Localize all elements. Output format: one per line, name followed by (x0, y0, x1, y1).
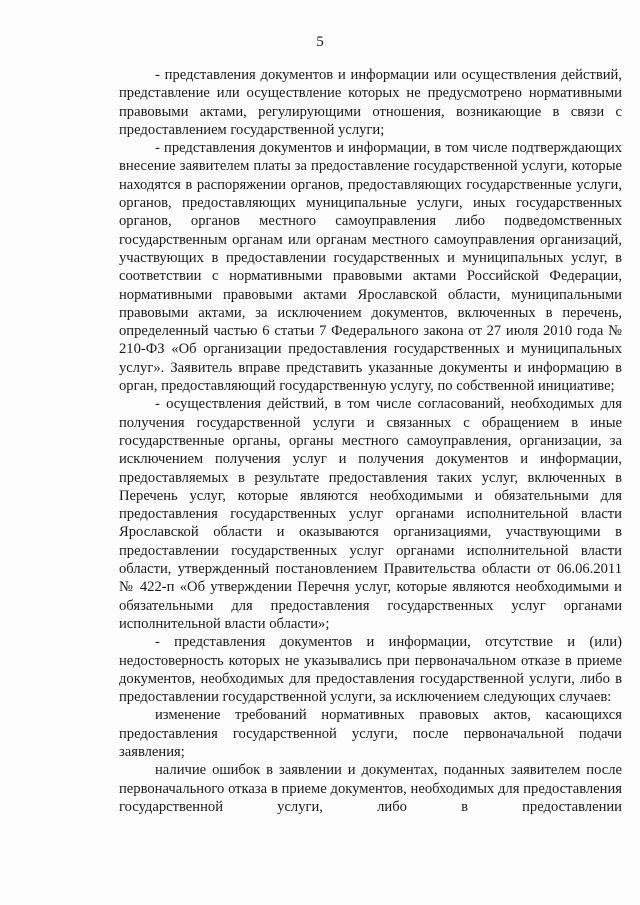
paragraph-3: - осуществления действий, в том числе согласований, необходимых для получения государственной услуги и связанных с обращением в иные государственные органы, органы местного самоуправления, организации, за исключением получения услуг и получения документов и информации, предоставляемых в результате предоставления таких услуг, включенных в Перечень услуг, которые являются необходимыми и обязательными для предоставления государственных услуг органами исполнительной власти Ярославской области и оказываются организациями, участвующими в предоставлении государственных услуг органами исполнительной власти области, утвержденный постановлением Правительства области от 06.06.2011 № 422-п «Об утверждении Перечня услуг, которые являются необходимыми и обязательными для предоставления государственных услуг органами исполнительной власти области»; (119, 396, 622, 632)
paragraph-4: - представления документов и информации, отсутствие и (или) недостоверность которых не указывались при первоначальном отказе в приеме документов, необходимых для предоставления государственной услуги, либо в предоставлении государственной услуги, за исключением следующих случаев: (119, 634, 622, 706)
paragraph-2: - представления документов и информации, в том числе подтверждающих внесение заявителем платы за предоставление государственной услуги, которые находятся в распоряжении органов, предоставляющих государственные услуги, органов, предоставляющих муниципальные услуги, иных государственных органов, органов местного самоуправления либо подведомственных государственным органам или органам местного самоуправления организаций, участвующих в предоставлении государственных и муниципальных услуг, в соответствии с нормативными правовыми актами Российской Федерации, нормативными правовыми актами Ярославской области, муниципальными правовыми актами, за исключением документов, включенных в перечень, определенный частью 6 статьи 7 Федерального закона от 27 июля 2010 года № 210-ФЗ «Об организации предоставления государственных и муниципальных услуг». Заявитель вправе представить указанные документы и информацию в орган, предоставляющий государственную услугу, по собственной инициативе; (119, 140, 622, 395)
paragraph-1: - представления документов и информации или осуществления действий, представление или осуществление которых не предусмотрено нормативными правовыми актами, регулирующими отношения, возникающие в связи с предоставлением государственной услуги; (119, 67, 622, 138)
paragraph-6: наличие ошибок в заявлении и документах, поданных заявителем после первоначального отказа в приеме документов, необходимых для предоставления государственной услуги, либо в предоставлении (119, 762, 622, 815)
document-body (119, 66, 622, 816)
page-number: 5 (316, 34, 324, 50)
paragraph-5: изменение требований нормативных правовых актов, касающихся предоставления государственной услуги, после первоначальной подачи заявления; (119, 707, 622, 760)
